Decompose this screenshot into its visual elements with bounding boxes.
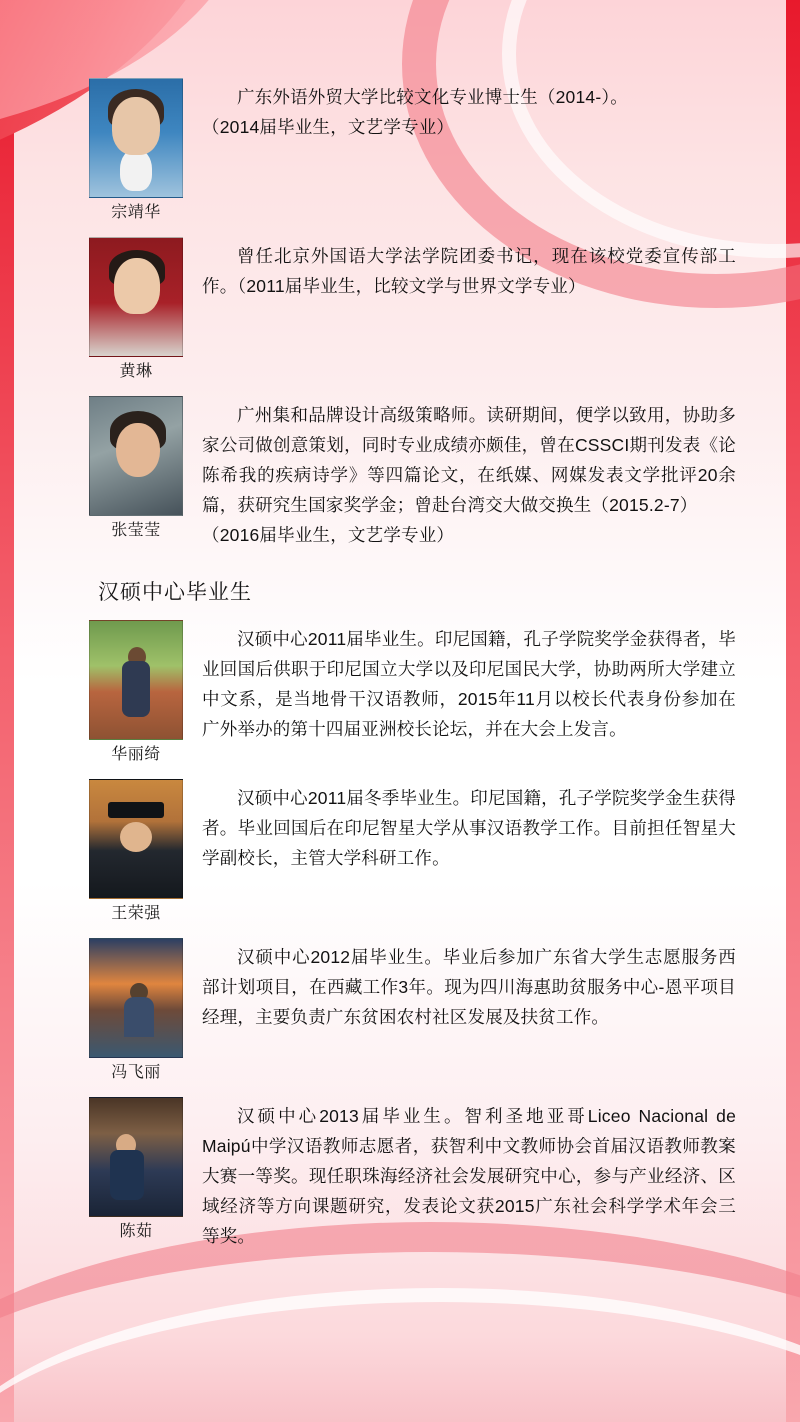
- alumni-entry: [88, 396, 736, 550]
- section-title: 汉硕中心毕业生: [98, 581, 252, 604]
- alumni-entry: [88, 779, 736, 924]
- alumni-name: 冯飞丽: [111, 1064, 161, 1081]
- portrait-photo: [89, 938, 183, 1058]
- alumni-description: [184, 396, 736, 550]
- description-line: （2014届毕业生，文艺学专业）: [202, 117, 455, 137]
- description-line: （2016届毕业生，文艺学专业）: [202, 525, 455, 545]
- photo-column: [88, 620, 184, 765]
- portrait-photo: [89, 620, 183, 740]
- photo-column: [88, 237, 184, 382]
- description-line: 曾任北京外国语大学法学院团委书记，现在该校党委宣传部工作。（2011届毕业生，比较文学与世界文学专业）: [202, 246, 736, 296]
- photo-column: [88, 938, 184, 1083]
- photo-column: [88, 78, 184, 223]
- alumni-entry: [88, 938, 736, 1083]
- alumni-description: [184, 78, 736, 142]
- photo-column: [88, 1097, 184, 1242]
- portrait-photo: [89, 78, 183, 198]
- photo-column: [88, 779, 184, 924]
- portrait-photo: [89, 779, 183, 899]
- description-line: 广州集和品牌设计高级策略师。读研期间，便学以致用，协助多家公司做创意策划，同时专业成绩亦颇佳，曾在CSSCI期刊发表《论陈希我的疾病诗学》等四篇论文，在纸媒、网媒发表文学批评20余篇，获研究生国家奖学金；曾赴台湾交大做交换生（2015.2-7）: [202, 405, 736, 515]
- photo-column: [88, 396, 184, 541]
- portrait-photo: [89, 396, 183, 516]
- description-line: 汉硕中心2011届冬季毕业生。印尼国籍，孔子学院奖学金生获得者。毕业回国后在印尼智星大学从事汉语教学工作。目前担任智星大学副校长，主管大学科研工作。: [202, 788, 736, 868]
- alumni-entry: [88, 78, 736, 223]
- portrait-photo: [89, 237, 183, 357]
- alumni-entry: [88, 237, 736, 382]
- alumni-name: 宗靖华: [111, 204, 161, 221]
- alumni-name: 华丽绮: [111, 746, 161, 763]
- alumni-name: 张莹莹: [111, 522, 161, 539]
- description-line: 汉硕中心2012届毕业生。毕业后参加广东省大学生志愿服务西部计划项目，在西藏工作3年。现为四川海惠助贫服务中心-恩平项目经理，主要负责广东贫困农村社区发展及扶贫工作。: [202, 947, 736, 1027]
- alumni-entry: [88, 620, 736, 765]
- alumni-entry: [88, 1097, 736, 1251]
- description-line: 汉硕中心2013届毕业生。智利圣地亚哥Liceo Nacional de Maipú中学汉语教师志愿者，获智利中文教师协会首届汉语教师教案大赛一等奖。现任职珠海经济社会发展研究中心，参与产业经济、区域经济等方向课题研究，发表论文获2015广东社会科学学术年会三等奖。: [202, 1106, 736, 1246]
- alumni-name: 陈茹: [119, 1223, 153, 1240]
- alumni-description: [184, 237, 736, 301]
- portrait-photo: [89, 1097, 183, 1217]
- alumni-name: 黄琳: [119, 363, 153, 380]
- alumni-name: 王荣强: [111, 905, 161, 922]
- description-line: 广东外语外贸大学比较文化专业博士生（2014-）。: [237, 87, 629, 107]
- alumni-description: [184, 779, 736, 873]
- alumni-description: [184, 620, 736, 744]
- alumni-description: [184, 1097, 736, 1251]
- alumni-description: [184, 938, 736, 1032]
- description-line: 汉硕中心2011届毕业生。印尼国籍，孔子学院奖学金获得者，毕业回国后供职于印尼国立大学以及印尼国民大学，协助两所大学建立中文系，是当地骨干汉语教师，2015年11月以校长代表身份参加在广外举办的第十四届亚洲校长论坛，并在大会上发言。: [202, 629, 736, 739]
